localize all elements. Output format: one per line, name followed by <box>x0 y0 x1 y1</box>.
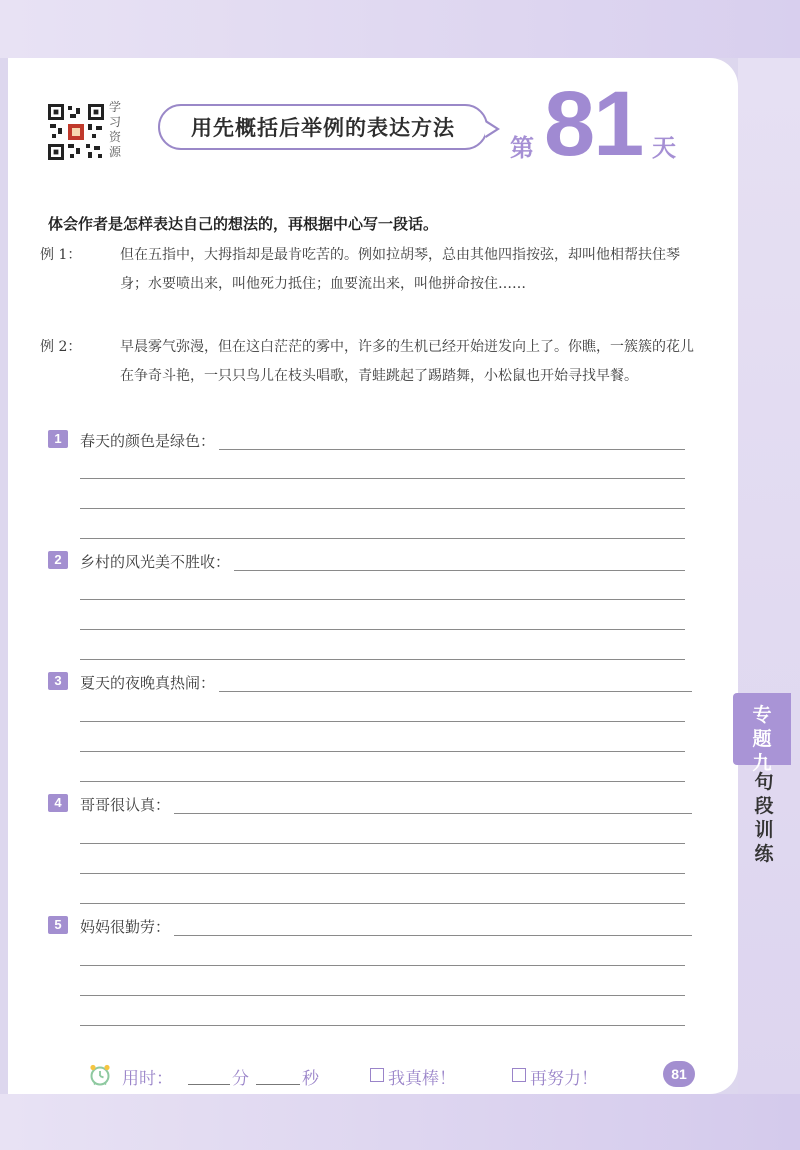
page-number: 81 <box>663 1061 695 1087</box>
question-4-number: 4 <box>48 794 68 812</box>
answer-line[interactable] <box>80 1025 685 1026</box>
example-1 <box>40 241 700 299</box>
day-suffix: 天 <box>652 133 676 162</box>
question-5-number: 5 <box>48 916 68 934</box>
question-3-prompt: 夏天的夜晚真热闹： <box>80 674 219 692</box>
seconds-blank[interactable] <box>256 1084 300 1085</box>
answer-line[interactable] <box>80 599 685 600</box>
example-2-label: 例 2： <box>40 339 82 355</box>
answer-line[interactable] <box>80 751 685 752</box>
day-prefix: 第 <box>510 133 534 162</box>
lesson-title-bubble <box>158 104 488 150</box>
top-band <box>0 0 800 58</box>
bottom-band <box>0 1094 800 1150</box>
second-unit: 秒 <box>302 1069 319 1089</box>
question-1-number: 1 <box>48 430 68 448</box>
answer-line[interactable] <box>80 478 685 479</box>
question-3-number: 3 <box>48 672 68 690</box>
minutes-blank[interactable] <box>188 1084 230 1085</box>
qr-label: 学习资源 <box>108 100 121 159</box>
chapter-tab-title: 专题九 <box>752 704 772 774</box>
minute-unit: 分 <box>232 1069 249 1089</box>
example-1-label: 例 1： <box>40 247 82 263</box>
example-2-text: 早晨雾气弥漫，但在这白茫茫的雾中，许多的生机已经开始迸发向上了。你瞧，一簇簇的花儿在争奇斗艳，一只只鸟儿在枝头唱歌，青蛙跳起了踢踏舞，小松鼠也开始寻找早餐。 <box>120 339 694 384</box>
answer-line[interactable] <box>80 781 685 782</box>
answer-line[interactable] <box>80 873 685 874</box>
day-number: 81 <box>544 73 643 175</box>
example-2 <box>40 333 700 391</box>
checkbox-try[interactable] <box>512 1068 526 1082</box>
lesson-title: 用先概括后举例的表达方法 <box>191 116 455 140</box>
question-2-prompt: 乡村的风光美不胜收： <box>80 553 234 571</box>
answer-line[interactable] <box>80 659 685 660</box>
answer-line[interactable] <box>80 721 685 722</box>
answer-line[interactable] <box>80 538 685 539</box>
answer-line[interactable] <box>80 508 685 509</box>
time-label: 用时： <box>122 1069 173 1089</box>
checkbox-good[interactable] <box>370 1068 384 1082</box>
answer-line[interactable] <box>80 965 685 966</box>
question-5-prompt: 妈妈很勤劳： <box>80 918 174 936</box>
option-try-label: 再努力！ <box>530 1069 598 1089</box>
side-strip <box>738 58 800 1094</box>
example-1-text: 但在五指中，大拇指却是最肯吃苦的。例如拉胡琴，总由其他四指按弦，却叫他相帮扶住琴身；水要喷出来，叫他死力抵住；血要流出来，叫他拼命按住…… <box>120 247 680 292</box>
question-4-prompt: 哥哥很认真： <box>80 796 174 814</box>
answer-line[interactable] <box>80 903 685 904</box>
question-1-prompt: 春天的颜色是绿色： <box>80 432 219 450</box>
instruction-text: 体会作者是怎样表达自己的想法的，再根据中心写一段话。 <box>48 215 439 233</box>
answer-line[interactable] <box>80 629 685 630</box>
answer-line[interactable] <box>80 995 685 996</box>
option-good-label: 我真棒！ <box>388 1069 456 1089</box>
question-2-number: 2 <box>48 551 68 569</box>
answer-line[interactable] <box>80 843 685 844</box>
qr-code-icon[interactable] <box>48 104 104 160</box>
chapter-tab <box>733 693 791 774</box>
alarm-clock-icon <box>88 1063 112 1087</box>
chapter-subtitle: 句段训练 <box>754 771 774 865</box>
